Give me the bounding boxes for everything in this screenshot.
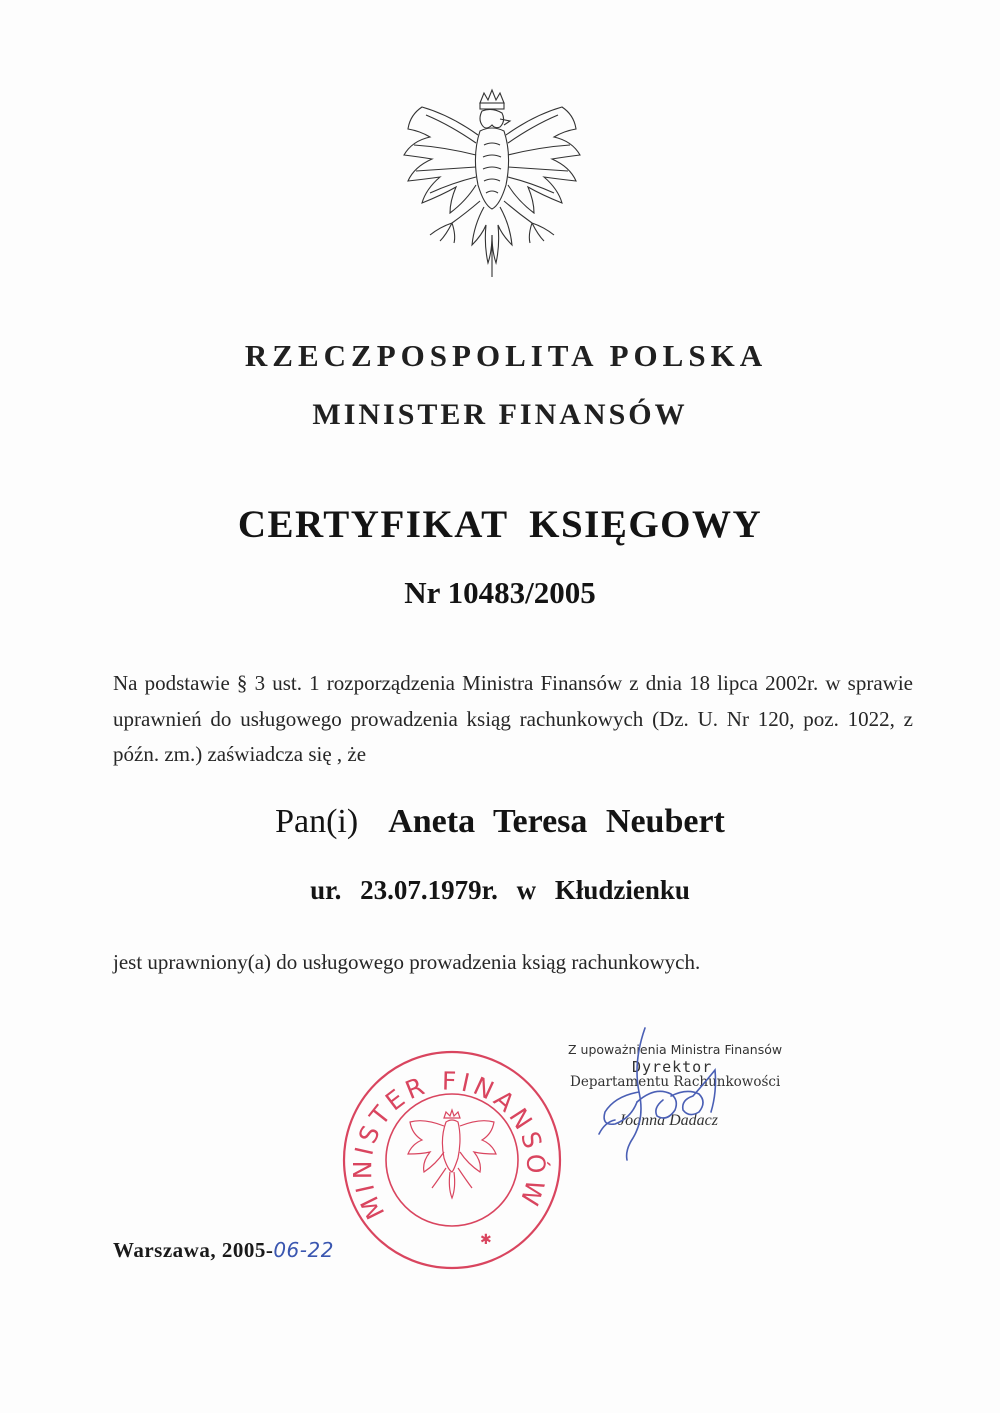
place-and-date <box>113 1238 334 1263</box>
birth-details: ur. 23.07.1979r. w Kłudzienku <box>310 875 690 905</box>
signatory-role: Dyrektor <box>632 1058 713 1076</box>
holder-line <box>0 803 1000 841</box>
authorization-line: Z upoważnienia Ministra Finansów <box>568 1042 783 1057</box>
handwritten-signature <box>575 1022 735 1162</box>
entitlement-statement: jest uprawniony(a) do usługowego prowadzenia ksiąg rachunkowych. <box>113 950 701 974</box>
country-heading: RZECZPOSPOLITA POLSKA <box>244 338 768 373</box>
svg-text:MINISTER FINANSÓW <box>348 1067 551 1224</box>
certificate-number: Nr 10483/2005 <box>404 575 596 610</box>
signatory-department: Departamentu Rachunkowości <box>570 1074 781 1090</box>
ministry-heading: MINISTER FINANSÓW <box>312 398 688 431</box>
ministry-seal-stamp <box>340 1048 565 1273</box>
signatory-name: Joanna Dadacz <box>618 1112 718 1129</box>
certificate-title: CERTYFIKAT KSIĘGOWY <box>237 503 763 546</box>
holder-name: Aneta Teresa Neubert <box>388 803 725 840</box>
place-date-handwritten: 06-22 <box>273 1238 334 1262</box>
polish-eagle-emblem-icon <box>400 85 585 280</box>
holder-prefix: Pan(i) <box>275 803 359 840</box>
seal-text: MINISTER FINANSÓW <box>348 1066 551 1224</box>
place-date-printed: Warszawa, 2005- <box>113 1238 274 1262</box>
svg-text:✱: ✱ <box>480 1232 492 1248</box>
legal-basis-paragraph: Na podstawie § 3 ust. 1 rozporządzenia Ministra Finansów z dnia 18 lipca 2002r. w sprawie uprawnień do usługowego prowadzenia ksiąg rachunkowych (Dz. U. Nr 120, poz. 1022, z późn. zm.) zaświadcza się , że <box>113 671 913 766</box>
